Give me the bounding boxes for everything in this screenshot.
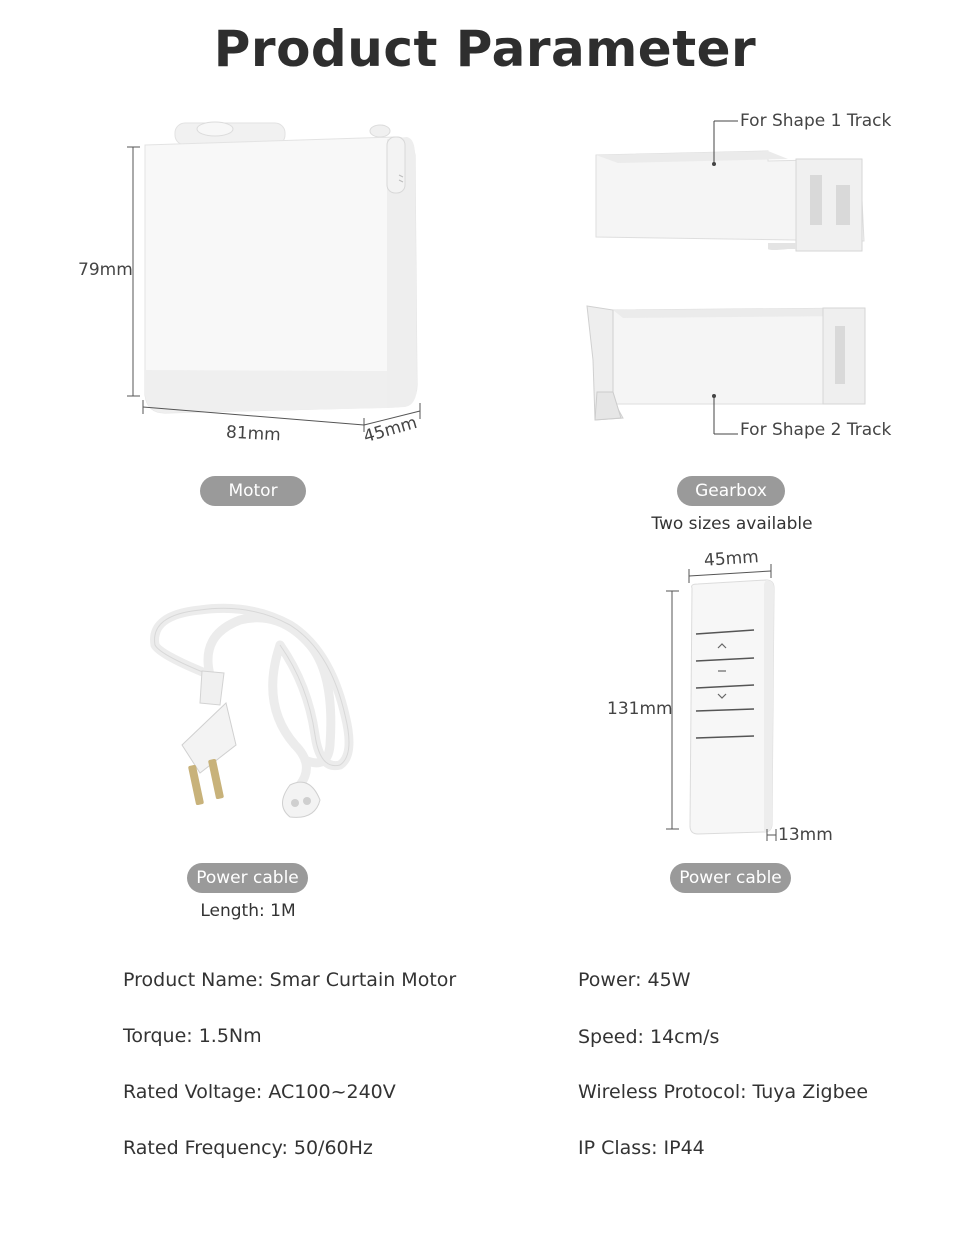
motor-badge: Motor [200, 476, 306, 506]
motor-width-label: 81mm [225, 422, 282, 446]
spec-torque: Torque: 1.5Nm [123, 1025, 262, 1047]
page-title: Product Parameter [213, 20, 757, 78]
spec-speed: Speed: 14cm/s [578, 1026, 720, 1048]
gearbox-badge: Gearbox [677, 476, 785, 506]
motor-height-label: 79mm [78, 260, 133, 280]
remote-height-label: 131mm [607, 699, 673, 719]
spec-rated-frequency: Rated Frequency: 50/60Hz [123, 1137, 373, 1159]
spec-product-name: Product Name: Smar Curtain Motor [123, 969, 457, 991]
power-cable-badge: Power cable [187, 863, 308, 893]
power-cable-caption: Length: 1M [200, 901, 296, 921]
remote-depth-label: 13mm [778, 825, 833, 845]
spec-ip-class: IP Class: IP44 [578, 1137, 705, 1159]
gearbox-caption: Two sizes available [651, 514, 813, 534]
spec-rated-voltage: Rated Voltage: AC100~240V [123, 1081, 396, 1103]
remote-width-label: 45mm [703, 547, 760, 571]
power-cable-illustration [140, 595, 370, 830]
motor-depth-label: 45mm [361, 412, 420, 448]
gearbox-shape1-label: For Shape 1 Track [740, 111, 892, 131]
spec-wireless-protocol: Wireless Protocol: Tuya Zigbee [578, 1081, 869, 1103]
gearbox-shape2-label: For Shape 2 Track [740, 420, 892, 440]
remote-illustration [684, 578, 784, 838]
spec-power: Power: 45W [578, 969, 691, 991]
remote-badge: Power cable [670, 863, 791, 893]
